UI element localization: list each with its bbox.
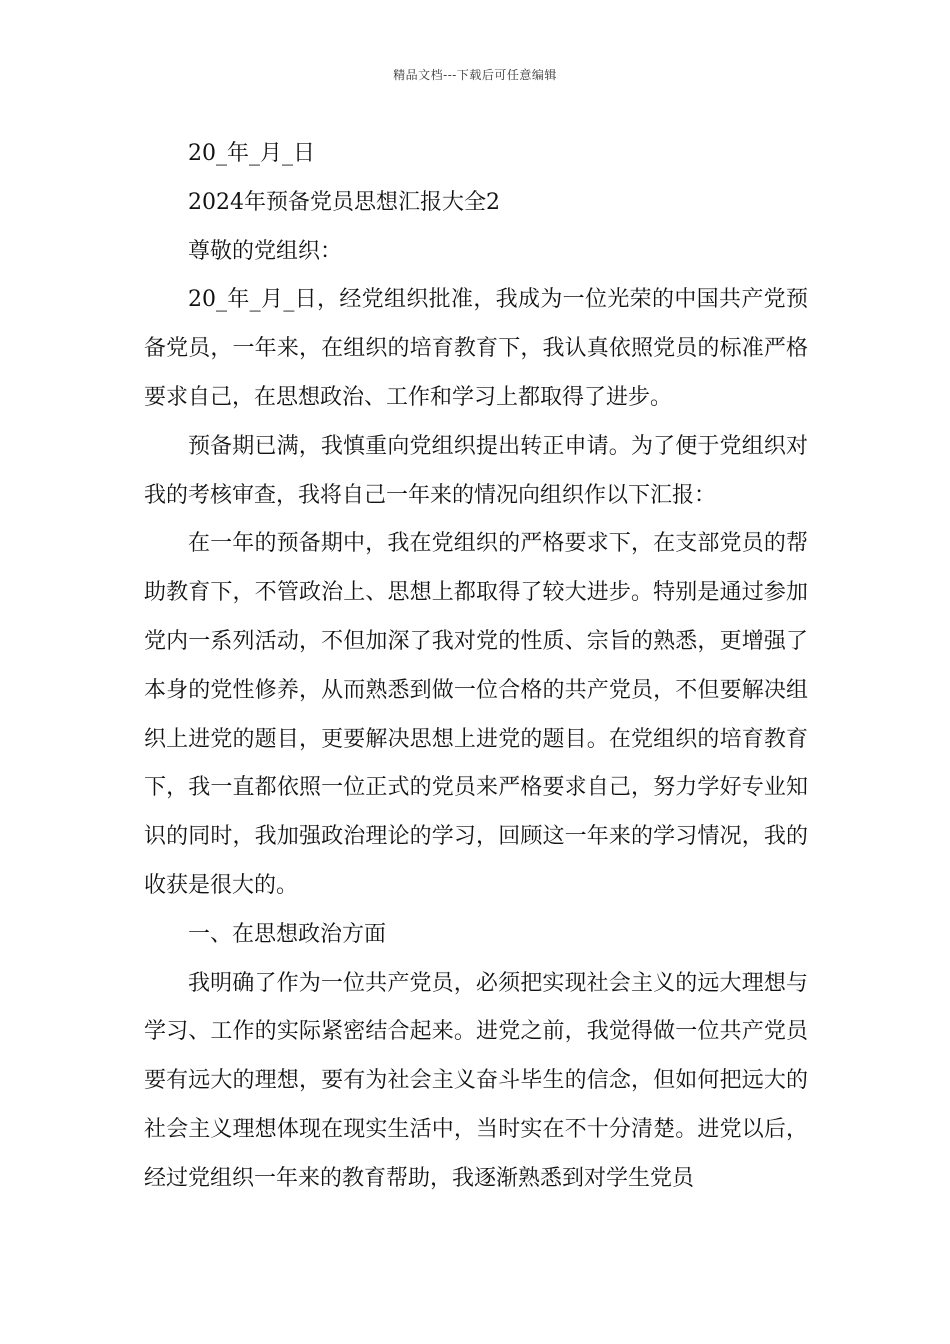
- date-line: 20_年_月_日: [188, 141, 315, 166]
- salutation: 尊敬的党组织：: [188, 238, 343, 264]
- document-body: [144, 130, 808, 1204]
- paragraph: 我明确了作为一位共产党员，必须把实现社会主义的远大理想与学习、工作的实际紧密结合起来。进党之前，我觉得做一位共产党员要有远大的理想，要有为社会主义奋斗毕生的信念，但如何把远大的社会主义理想体现在现实生活中，当时实在不十分清楚。进党以后，经过党组织一年来的教育帮助，我逐渐熟悉到对学生党员: [144, 970, 808, 1191]
- header-note: 精品文档---下载后可任意编辑: [393, 68, 557, 82]
- paragraph: 20_年_月_日，经党组织批准，我成为一位光荣的中国共产党预备党员，一年来，在组织的培育教育下，我认真依照党员的标准严格要求自己，在思想政治、工作和学习上都取得了进步。: [144, 287, 808, 410]
- paragraph: 预备期已满，我慎重向党组织提出转正申请。为了便于党组织对我的考核审查，我将自己一年来的情况向组织作以下汇报：: [144, 433, 808, 508]
- section-heading: 一、在思想政治方面: [188, 921, 387, 947]
- paragraph: 在一年的预备期中，我在党组织的严格要求下，在支部党员的帮助教育下，不管政治上、思想上都取得了较大进步。特别是通过参加党内一系列活动，不但加深了我对党的性质、宗旨的熟悉，更增强了本身的党性修养，从而熟悉到做一位合格的共产党员，不但要解决组织上进党的题目，更要解决思想上进党的题目。在党组织的培育教育下，我一直都依照一位正式的党员来严格要求自己，努力学好专业知识的同时，我加强政治理论的学习，回顾这一年来的学习情况，我的收获是很大的。: [144, 531, 808, 898]
- document-title: 2024年预备党员思想汇报大全2: [188, 189, 500, 215]
